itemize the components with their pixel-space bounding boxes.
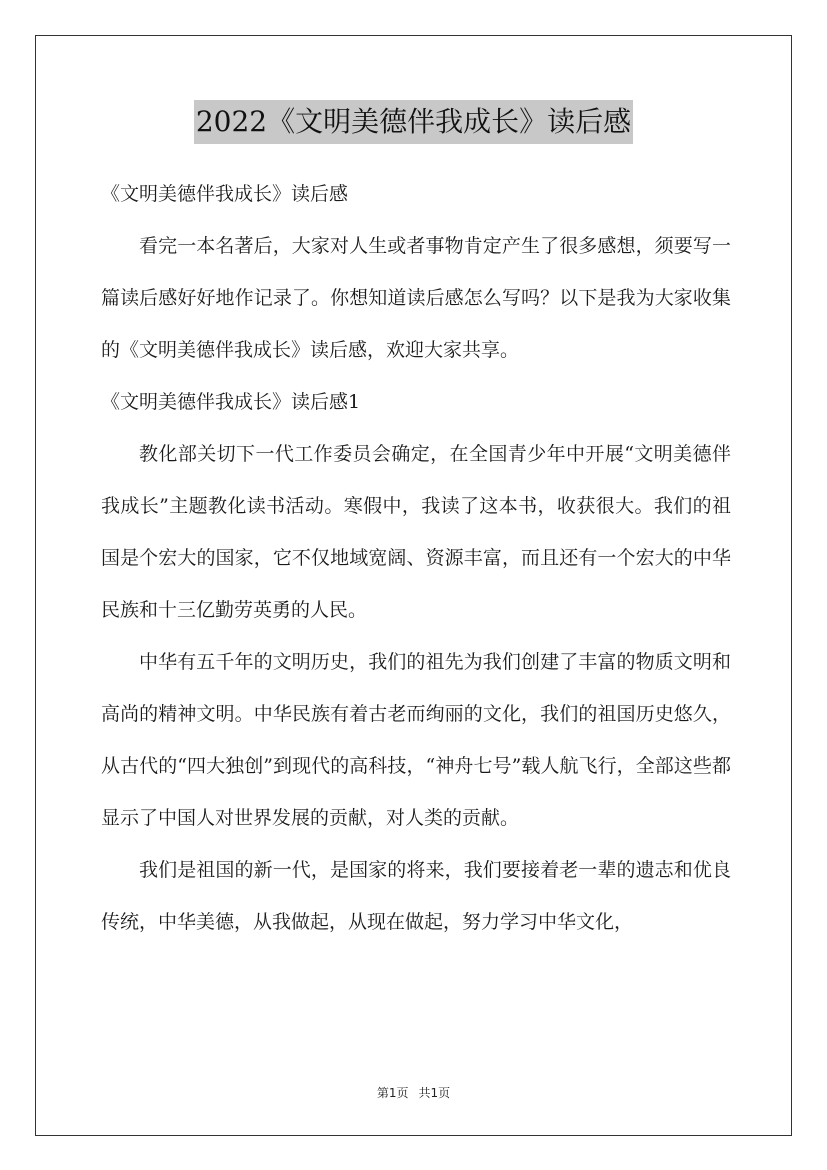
document-body (101, 168, 731, 948)
page-total: 共1页 (418, 1086, 451, 1100)
section-heading: 《文明美德伴我成长》读后感1 (101, 391, 361, 413)
title-container (0, 100, 827, 144)
paragraph: 看完一本名著后，大家对人生或者事物肯定产生了很多感想，须要写一篇读后感好好地作记录了。你想知道读后感怎么写吗？以下是我为大家收集的《文明美德伴我成长》读后感，欢迎大家共享。 (101, 235, 731, 361)
section-heading: 《文明美德伴我成长》读后感 (101, 183, 349, 205)
page-footer (0, 1085, 827, 1101)
paragraph: 中华有五千年的文明历史，我们的祖先为我们创建了丰富的物质文明和高尚的精神文明。中华民族有着古老而绚丽的文化，我们的祖国历史悠久，从古代的“四大独创”到现代的高科技，“神舟七号”载人航飞行，全部这些都显示了中国人对世界发展的贡献，对人类的贡献。 (101, 651, 731, 829)
paragraph: 我们是祖国的新一代，是国家的将来，我们要接着老一辈的遗志和优良传统，中华美德，从我做起，从现在做起，努力学习中华文化， (101, 859, 731, 933)
paragraph: 教化部关切下一代工作委员会确定，在全国青少年中开展“文明美德伴我成长”主题教化读书活动。寒假中，我读了这本书，收获很大。我们的祖国是个宏大的国家，它不仅地域宽阔、资源丰富，而且还有一个宏大的中华民族和十三亿勤劳英勇的人民。 (101, 443, 731, 621)
document-title: 2022《文明美德伴我成长》读后感 (194, 100, 633, 144)
page-number: 第1页 (376, 1086, 409, 1100)
